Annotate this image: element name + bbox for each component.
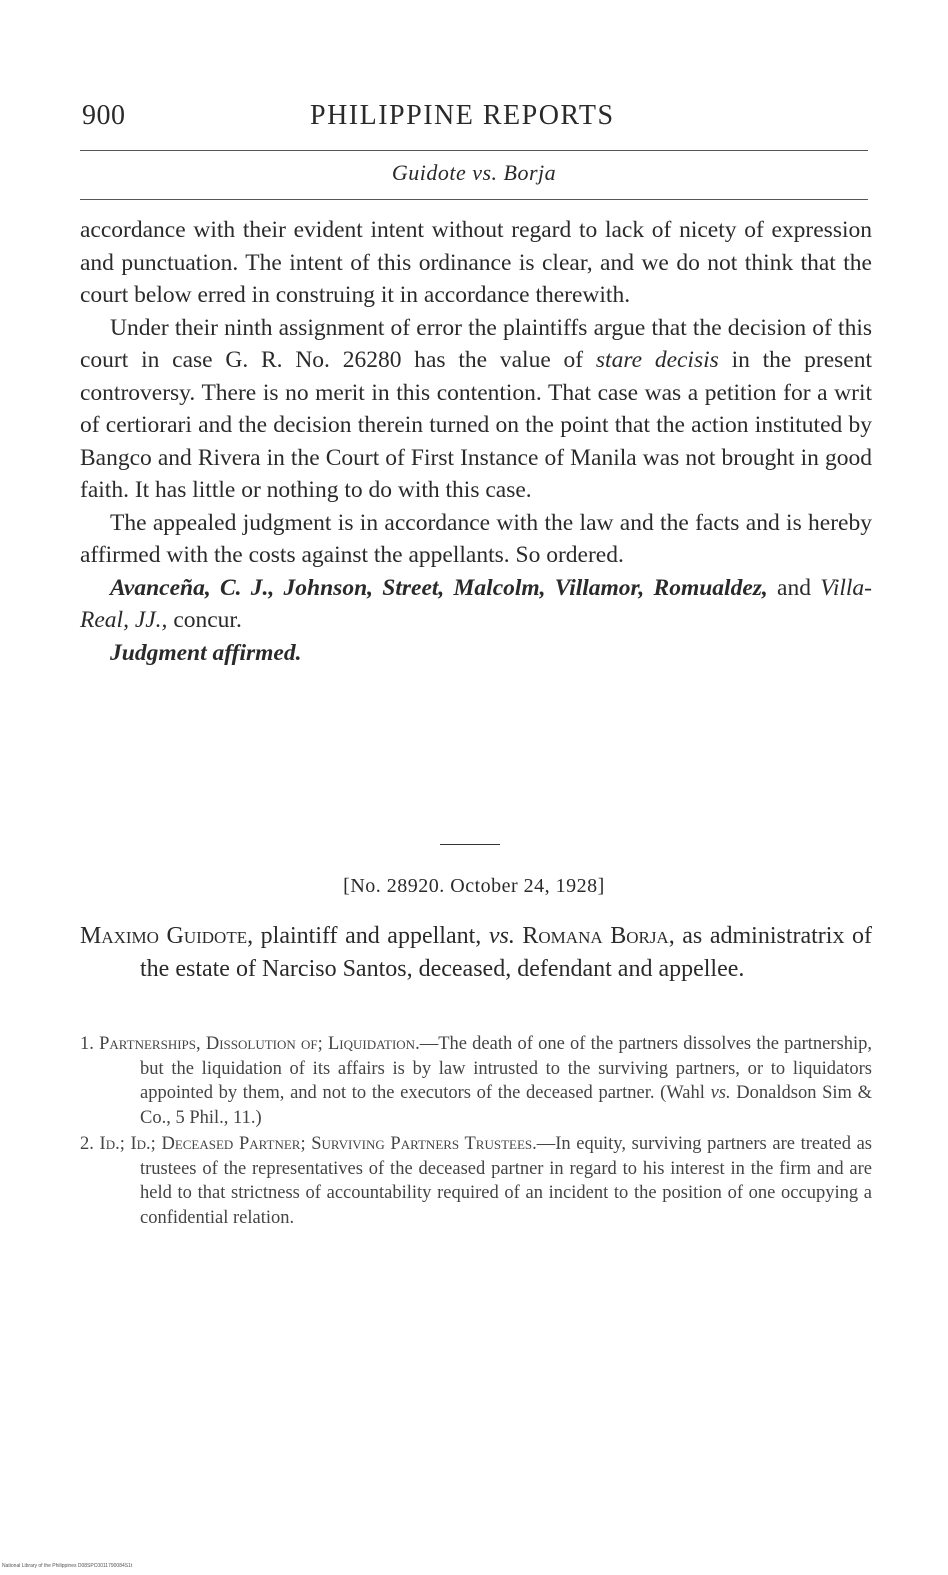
syllabus-heading: Partnerships, Dissolution of; Liquidation. (99, 1034, 420, 1054)
case-number-date: [No. 28920. October 24, 1928] (343, 875, 605, 897)
defendant-name: Romana Borja (514, 923, 669, 949)
syllabus-text: Donaldson Sim & Co., 5 Phil., 11.) (140, 1083, 872, 1128)
stare-decisis-term: stare decisis (595, 347, 719, 373)
syllabus (80, 1032, 872, 1232)
case-caption (80, 920, 872, 986)
paragraph-disposition: The appealed judgment is in accordance with the law and the facts and is hereby affirmed with the costs against the appellants. So ordered. (80, 509, 872, 568)
concurrence (80, 572, 872, 637)
syllabus-number: 2. (80, 1134, 100, 1154)
syllabus-text: —In equity, surviving partners are treated as trustees of the representatives of the deceased partner in regard to his interest in the firm and are held to that strictness of accountability required of an incident to the position of one occupying a confidential relation. (140, 1134, 873, 1228)
paragraph-ninth-assignment (80, 312, 872, 507)
section-divider (440, 844, 500, 845)
concur-conjunction: and (767, 574, 821, 601)
versus: vs. (710, 1083, 731, 1103)
running-head: Guidote vs. Borja (391, 160, 557, 185)
concur-text: concur. (167, 607, 242, 633)
syllabus-item (80, 1132, 872, 1230)
judgment-result: Judgment affirmed. (110, 639, 302, 666)
header-rule-bottom (80, 199, 868, 200)
report-title: PHILIPPINE REPORTS (310, 100, 615, 131)
concurring-justices: Avanceña, C. J., Johnson, Street, Malcolm, Villamor, Romualdez, (110, 574, 768, 601)
syllabus-number: 1. (80, 1034, 100, 1054)
syllabus-text: —The death of one of the partners dissolves the partnership, but the liquidation of its affairs is by law intrusted to the surviving partners, or to liquidators appointed by them, and not to the executors of the deceased partner. (Wahl (140, 1034, 872, 1103)
header-rule-top (80, 150, 868, 151)
paragraph-continuation: accordance with their evident intent without regard to lack of nicety of expression and punctuation. The intent of this ordinance is clear, and we do not think that the court below erred in construing it in accordance therewith. (80, 217, 872, 308)
plaintiff-name: Maximo Guidote (80, 923, 248, 949)
syllabus-item (80, 1032, 872, 1130)
page-number: 900 (82, 100, 126, 131)
paragraph-text: in the present controversy. There is no merit in this contention. That case was a petition for a writ of certiorari and the decision therein turned on the point that the action instituted by Bangco and Rivera in the Court of First Instance of Manila was not brought in good faith. It has little or nothing to do with this case. (80, 347, 872, 503)
defendant-role: , as administratrix of the estate of Narciso Santos, deceased, defendant and appellee. (140, 923, 873, 982)
syllabus-heading: Id.; Id.; Deceased Partner; Surviving Partners Trustees. (99, 1134, 537, 1154)
scan-footer: National Library of the Philippines D08SPC0011790084S1t (2, 1563, 133, 1569)
concurring-justices-last: Villa-Real, JJ., (80, 574, 872, 633)
paragraph-text: Under their ninth assignment of error the plaintiffs argue that the decision of this court in case G. R. No. 26280 has the value of (80, 314, 872, 373)
versus: vs. (488, 923, 515, 949)
plaintiff-role: , plaintiff and appellant, (247, 923, 489, 949)
opinion-body (80, 214, 872, 669)
